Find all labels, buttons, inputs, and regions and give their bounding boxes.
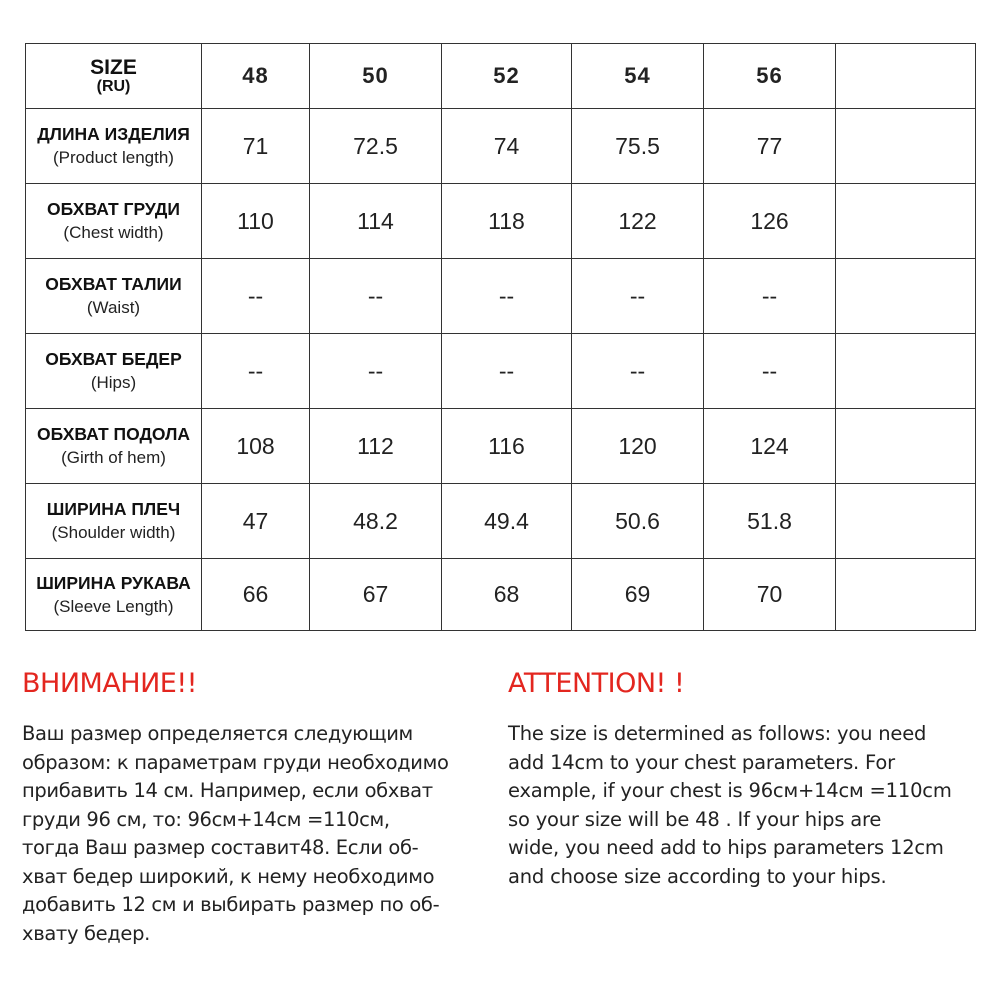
attention-en-title: ATTENTION! !: [508, 668, 685, 699]
measurement-value-cell: [572, 184, 704, 259]
size-number: 52: [493, 63, 520, 88]
measurement-label-en: (Hips): [90, 373, 137, 392]
measurement-value-cell: [704, 184, 836, 259]
empty-cell: [836, 184, 976, 259]
measurement-value-cell: [442, 334, 572, 409]
measurement-value: 118: [488, 207, 525, 234]
measurement-row: [26, 259, 976, 334]
size-header-row: [26, 44, 976, 109]
size-number: 50: [362, 63, 389, 88]
measurement-row: [26, 409, 976, 484]
measurement-value-cell: [310, 559, 442, 631]
measurement-value: 47: [242, 507, 269, 534]
measurement-value: 71: [242, 132, 269, 159]
measurement-value-cell: [202, 334, 310, 409]
measurement-value-cell: [310, 409, 442, 484]
measurement-value: --: [761, 357, 778, 384]
measurement-label-cell: [26, 409, 202, 484]
measurement-row: [26, 484, 976, 559]
measurement-value-cell: [202, 109, 310, 184]
measurement-value-cell: [310, 484, 442, 559]
measurement-value-cell: [704, 259, 836, 334]
measurement-value-cell: [704, 409, 836, 484]
measurement-value-cell: [572, 409, 704, 484]
measurement-label-ru: ОБХВАТ ПОДОЛА: [36, 424, 191, 444]
measurement-value: --: [498, 357, 515, 384]
measurement-value-cell: [310, 259, 442, 334]
measurement-label-en: (Chest width): [63, 223, 164, 242]
measurement-value: 122: [618, 207, 657, 234]
measurement-value-cell: [442, 109, 572, 184]
empty-cell: [836, 484, 976, 559]
measurement-value: 126: [750, 207, 789, 234]
measurement-value: --: [367, 357, 384, 384]
empty-cell: [836, 109, 976, 184]
measurement-value-cell: [202, 259, 310, 334]
attention-en-text: The size is determined as follows: you need add 14cm to your chest parameters. For example, if your chest is 96cм+14cм =110cm so your size will be 48 . If your hips are wide, you need add to hips parameters 12cm and choose size according to your hips.: [508, 722, 952, 888]
measurement-value-cell: [572, 334, 704, 409]
measurement-value: 48.2: [353, 507, 398, 534]
measurement-value: 124: [750, 432, 789, 459]
measurement-value: 75.5: [615, 132, 660, 159]
empty-cell: [836, 559, 976, 631]
measurement-value-cell: [704, 484, 836, 559]
measurement-value: --: [498, 282, 515, 309]
measurement-label-cell: [26, 259, 202, 334]
measurement-value: --: [629, 357, 646, 384]
measurement-value: 66: [242, 581, 269, 607]
measurement-label-en: (Waist): [86, 298, 141, 317]
attention-ru-title: ВНИМАНИЕ!!: [22, 668, 197, 699]
measurement-label-en: (Shoulder width): [51, 523, 176, 542]
measurement-value: 69: [624, 581, 651, 607]
measurement-value: 120: [618, 432, 657, 459]
attention-ru-text: Ваш размер определяется следующим образом: к параметрам груди необходимо прибавить 14 см. Например, если обхват груди 96 см, то: 96см+14см =110см, тогда Ваш размер составит48. Если об- хват бедер широкий, к нему необходимо добавить 12 см и выбирать размер по об- хвату бедер.: [22, 722, 449, 945]
empty-cell: [836, 334, 976, 409]
measurement-value-cell: [310, 109, 442, 184]
empty-cell: [836, 44, 976, 109]
measurement-value: 67: [362, 581, 389, 607]
size-number: 48: [242, 63, 269, 88]
measurement-value: 72.5: [353, 132, 398, 159]
measurement-value-cell: [442, 484, 572, 559]
measurement-label-cell: [26, 109, 202, 184]
size-col-48: [202, 44, 310, 109]
measurement-label-cell: [26, 334, 202, 409]
measurement-value: 110: [237, 207, 274, 234]
measurement-value-cell: [202, 484, 310, 559]
measurement-value-cell: [704, 109, 836, 184]
size-col-50: [310, 44, 442, 109]
measurement-value: --: [629, 282, 646, 309]
measurement-value-cell: [572, 559, 704, 631]
measurement-value: --: [247, 357, 264, 384]
measurement-value-cell: [442, 184, 572, 259]
measurement-label-cell: [26, 559, 202, 631]
size-chart-table: [25, 43, 976, 631]
measurement-value: 68: [493, 581, 520, 607]
measurement-value-cell: [310, 334, 442, 409]
measurement-value: 114: [357, 207, 394, 234]
measurement-value-cell: [202, 559, 310, 631]
measurement-value-cell: [704, 334, 836, 409]
size-number: 54: [624, 63, 651, 88]
measurement-value-cell: [202, 184, 310, 259]
measurement-value-cell: [704, 559, 836, 631]
size-header-subtitle: (RU): [96, 77, 131, 95]
empty-cell: [836, 409, 976, 484]
measurement-label-en: (Product length): [53, 148, 174, 167]
measurement-value: 108: [236, 432, 275, 459]
measurement-value-cell: [202, 409, 310, 484]
measurement-value-cell: [572, 109, 704, 184]
measurement-label-ru: ОБХВАТ БЕДЕР: [45, 349, 182, 369]
size-header-title: SIZE: [90, 55, 137, 79]
measurement-row: [26, 559, 976, 631]
measurement-value: --: [761, 282, 778, 309]
measurement-value-cell: [442, 559, 572, 631]
measurement-row: [26, 334, 976, 409]
measurement-label-cell: [26, 484, 202, 559]
measurement-value-cell: [442, 409, 572, 484]
measurement-value: 51.8: [747, 507, 792, 534]
measurement-value: 50.6: [615, 507, 660, 534]
measurement-value-cell: [572, 259, 704, 334]
measurement-value-cell: [572, 484, 704, 559]
measurement-row: [26, 109, 976, 184]
size-header-cell: [26, 44, 202, 109]
measurement-value-cell: [310, 184, 442, 259]
measurement-value: 49.4: [484, 507, 529, 534]
measurement-value: 116: [488, 432, 525, 459]
measurement-value: 70: [756, 581, 783, 607]
measurement-value: --: [367, 282, 384, 309]
measurement-label-ru: ОБХВАТ ТАЛИИ: [45, 274, 182, 294]
measurement-label-ru: ДЛИНА ИЗДЕЛИЯ: [37, 124, 190, 144]
size-number: 56: [756, 63, 783, 88]
measurement-label-cell: [26, 184, 202, 259]
measurement-value: 77: [756, 132, 783, 159]
measurement-value: 74: [493, 132, 520, 159]
size-col-54: [572, 44, 704, 109]
measurement-label-en: (Sleeve Length): [53, 596, 174, 616]
measurement-label-en: (Girth of hem): [61, 448, 166, 467]
size-col-52: [442, 44, 572, 109]
measurement-label-ru: ШИРИНА РУКАВА: [36, 572, 191, 593]
measurement-value-cell: [442, 259, 572, 334]
measurement-value: 112: [357, 432, 394, 459]
measurement-row: [26, 184, 976, 259]
measurement-label-ru: ОБХВАТ ГРУДИ: [47, 199, 180, 219]
measurement-label-ru: ШИРИНА ПЛЕЧ: [46, 499, 181, 519]
size-col-56: [704, 44, 836, 109]
empty-cell: [836, 259, 976, 334]
measurement-value: --: [247, 282, 264, 309]
